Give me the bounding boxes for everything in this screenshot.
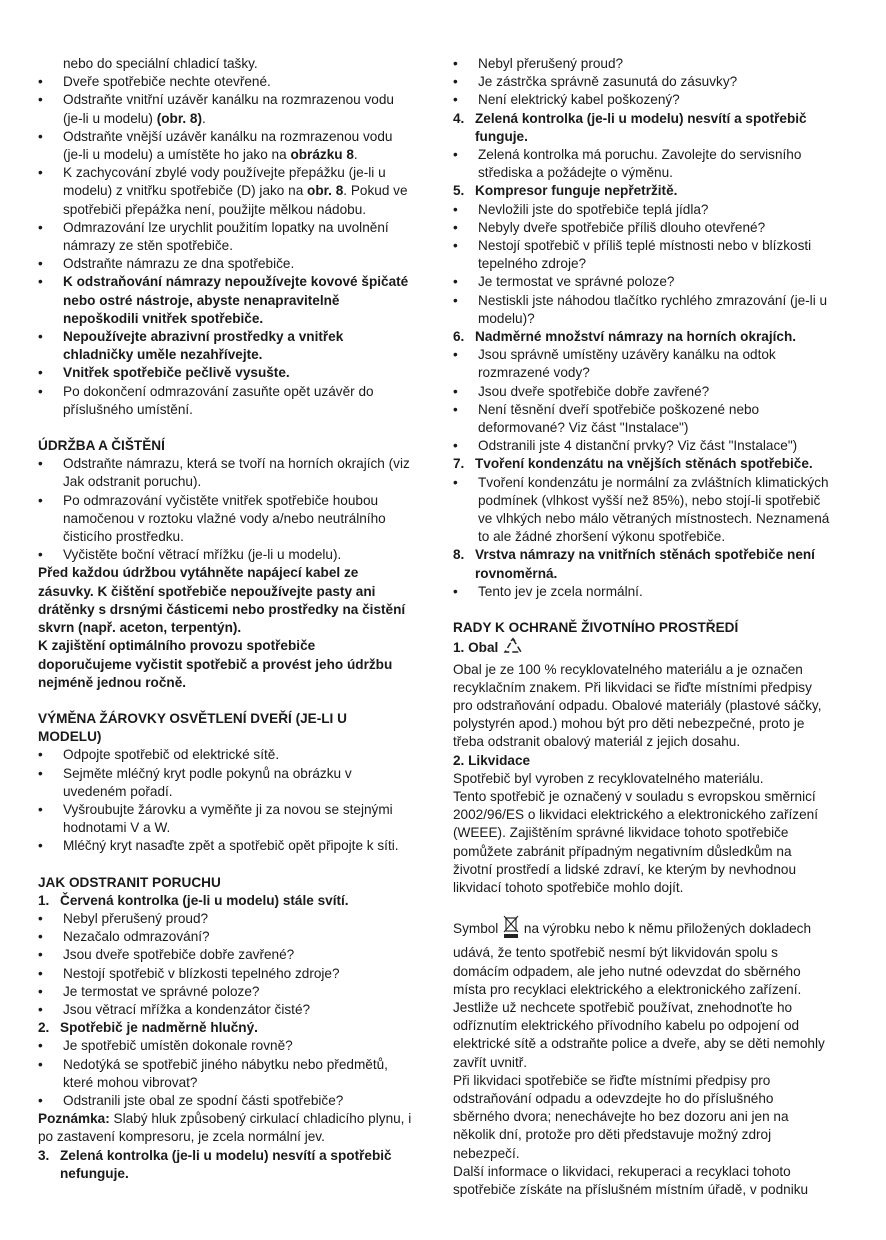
paragraph-line bbox=[453, 1072, 853, 1090]
text-run: Jsou správně umístěny uzávěry kanálku na odtok bbox=[478, 347, 776, 363]
text-line bbox=[453, 510, 853, 528]
text-run: životní prostředí a lidské zdraví, ke kterým by nevhodnou bbox=[453, 861, 797, 877]
text-line bbox=[38, 783, 440, 801]
text-run: K zachycování zbylé vody používejte přepážku (je-li u bbox=[63, 165, 386, 181]
text-run: nejméně jednou ročně. bbox=[38, 674, 187, 690]
text-run: pro odstraňování odpadu. Obalové materiály (plastové sáčky, bbox=[453, 697, 822, 713]
text-run: Zelená kontrolka (je-li u modelu) nesvítí a spotřebič bbox=[60, 1147, 392, 1163]
numbered-heading bbox=[38, 892, 440, 910]
paragraph-line bbox=[453, 637, 853, 660]
text-run: po zastavení kompresoru, je zcela normální jev. bbox=[38, 1129, 325, 1145]
bullet-item bbox=[38, 1001, 440, 1019]
text-run: třeba odstranit obalový materiál z jejich dosahu. bbox=[453, 734, 741, 750]
text-run: Vyšroubujte žárovku a vyměňte ji za novou se stejnými bbox=[63, 801, 393, 817]
item-number: 4. bbox=[453, 110, 465, 126]
bullet-item bbox=[38, 801, 440, 819]
text-run: nebo do speciální chladicí tašky. bbox=[63, 56, 258, 71]
text-run: Spotřebič je nadměrně hlučný. bbox=[60, 1020, 258, 1036]
paragraph-line bbox=[453, 1126, 853, 1144]
paragraph-line bbox=[453, 770, 853, 788]
bullet-item bbox=[453, 219, 853, 237]
text-line bbox=[453, 164, 853, 182]
text-run: K odstraňování námrazy nepoužívejte kovové špičaté bbox=[63, 274, 409, 290]
text-run: Kompresor funguje nepřetržitě. bbox=[475, 183, 678, 199]
numbered-heading-line bbox=[453, 565, 853, 583]
text-run: Vyčistěte boční větrací mřížku (je-li u modelu). bbox=[63, 547, 342, 563]
bullet-item bbox=[38, 128, 440, 146]
text-run: Jestliže už nechcete spotřebič používat, znehodnoťte ho bbox=[453, 999, 793, 1015]
text-run: modelu)? bbox=[478, 310, 535, 326]
text-run: K zajištění optimálního provozu spotřebiče bbox=[38, 638, 316, 654]
crossed-bin-icon bbox=[502, 915, 520, 944]
text-run: namočenou v roztoku vlažné vody a/nebo neutrálního bbox=[63, 510, 386, 526]
text-run: rovnoměrná. bbox=[475, 565, 558, 581]
text-run: . bbox=[202, 110, 206, 126]
text-run: nebo ostré nástroje, abyste nenapravitelně bbox=[63, 292, 340, 308]
text-run: (obr. 8) bbox=[156, 110, 203, 126]
paragraph-line bbox=[38, 656, 440, 674]
bullet-item bbox=[453, 73, 853, 91]
text-run: likvidací tohoto spotřebiče mohlo dojít. bbox=[453, 879, 684, 895]
text-line bbox=[453, 364, 853, 382]
text-run: Jsou větrací mřížka a kondenzátor čisté? bbox=[63, 1001, 311, 1017]
paragraph-line bbox=[453, 861, 853, 879]
text-run: Jak odstranit poruchu). bbox=[63, 474, 202, 490]
numbered-heading-line bbox=[38, 1165, 440, 1183]
text-run: Zelená kontrolka (je-li u modelu) nesvítí a spotřebič bbox=[475, 110, 807, 126]
paragraph-line bbox=[38, 728, 440, 746]
paragraph-line bbox=[38, 710, 440, 728]
bullet-item bbox=[453, 91, 853, 109]
text-line bbox=[38, 510, 440, 528]
text-run: Mléčný kryt nasaďte zpět a spotřebič opět připojte k síti. bbox=[63, 838, 399, 854]
text-run: zavřít uvnitř. bbox=[453, 1054, 528, 1070]
text-line bbox=[38, 310, 440, 328]
text-run: odstraňování odpadu a odevzdejte ho do příslušného bbox=[453, 1090, 774, 1106]
bullet-item bbox=[38, 91, 440, 109]
bullet-item bbox=[453, 383, 853, 401]
bullet-item bbox=[453, 201, 853, 219]
bullet-item bbox=[38, 219, 440, 237]
text-run: funguje. bbox=[475, 128, 528, 144]
text-line bbox=[38, 292, 440, 310]
bullet-item bbox=[38, 965, 440, 983]
item-number: 8. bbox=[453, 547, 465, 563]
paragraph-line bbox=[453, 661, 853, 679]
paragraph-line bbox=[453, 824, 853, 842]
bullet-item bbox=[453, 146, 853, 164]
numbered-heading-line bbox=[453, 128, 853, 146]
paragraph-line bbox=[38, 1110, 440, 1128]
numbered-heading bbox=[453, 182, 853, 200]
bullet-item bbox=[38, 1037, 440, 1055]
item-number: 1. bbox=[38, 892, 50, 908]
paragraph-line bbox=[453, 788, 853, 806]
bullet-item bbox=[38, 364, 440, 382]
text-run: Nebyl přerušený proud? bbox=[478, 56, 624, 71]
text-run: Slabý hluk způsobený cirkulací chladicího plynu, i bbox=[109, 1111, 412, 1127]
paragraph-line bbox=[38, 874, 440, 892]
text-line bbox=[38, 528, 440, 546]
numbered-heading bbox=[38, 1019, 440, 1037]
item-number: 6. bbox=[453, 329, 465, 345]
paragraph-line bbox=[453, 697, 853, 715]
text-line bbox=[453, 310, 853, 328]
text-run: Je spotřebič umístěn dokonale rovně? bbox=[63, 1038, 293, 1054]
bullet-item bbox=[38, 928, 440, 946]
text-run: domácím odpadem, ale jeho nutné odevzdat do sběrného bbox=[453, 963, 801, 979]
text-line bbox=[38, 55, 440, 73]
paragraph-line bbox=[38, 583, 440, 601]
text-run: ve vlhkých nebo málo větraných místnostech. Neznamená bbox=[478, 511, 830, 527]
bullet-item bbox=[38, 546, 440, 564]
spacer bbox=[453, 897, 853, 915]
text-line bbox=[38, 237, 440, 255]
paragraph-line bbox=[38, 637, 440, 655]
paragraph-line bbox=[453, 1181, 853, 1199]
text-line bbox=[453, 492, 853, 510]
text-line bbox=[38, 146, 440, 164]
spacer bbox=[453, 601, 853, 619]
text-run: MODELU) bbox=[38, 729, 102, 745]
numbered-heading bbox=[453, 328, 853, 346]
text-run: drátěnky s drsnými částicemi nebo prostředky na čistění bbox=[38, 601, 406, 617]
paragraph-line bbox=[38, 674, 440, 692]
numbered-heading bbox=[453, 455, 853, 473]
bullet-item bbox=[38, 492, 440, 510]
text-run: 2002/96/ES o likvidaci elektrického a elektronického zařízení bbox=[453, 807, 818, 823]
bullet-item bbox=[38, 910, 440, 928]
text-run: několik dní, protože pro děti představuje možný zdroj bbox=[453, 1127, 772, 1143]
text-run: modelu) z vnitřku spotřebiče (D) jako na bbox=[63, 183, 308, 199]
text-run: odříznutím elektrického přívodního kabelu po odpojení od bbox=[453, 1018, 800, 1034]
text-run: Nestiskli jste náhodou tlačítko rychlého zmrazování (je-li u bbox=[478, 292, 828, 308]
text-run: tepelného zdroje? bbox=[478, 256, 587, 272]
text-run: sběrného dvora; nenechávejte ho bez dozoru ani jen na bbox=[453, 1109, 789, 1125]
text-run: Nevložili jste do spotřebiče teplá jídla? bbox=[478, 201, 709, 217]
text-run: Odstraňte vnější uzávěr kanálku na rozmrazenou vodu bbox=[63, 128, 393, 144]
text-run: Nezačalo odmrazování? bbox=[63, 929, 210, 945]
text-run: Odstraňte vnitřní uzávěr kanálku na rozmrazenou vodu bbox=[63, 92, 394, 108]
text-run: Tvoření kondenzátu je normální za zvláštních klimatických bbox=[478, 474, 829, 490]
paragraph-line bbox=[38, 601, 440, 619]
text-run: příslušného umístění. bbox=[63, 401, 193, 417]
text-run: ÚDRŽBA A ČIŠTĚNÍ bbox=[38, 438, 165, 454]
text-line bbox=[38, 1074, 440, 1092]
text-run: Nebyl přerušený proud? bbox=[63, 910, 209, 926]
text-line bbox=[38, 819, 440, 837]
bullet-item bbox=[453, 583, 853, 601]
text-run: čisticího prostředku. bbox=[63, 529, 184, 545]
item-number: 7. bbox=[453, 456, 465, 472]
text-run: obrázku 8 bbox=[290, 147, 354, 163]
paragraph-line bbox=[453, 1017, 853, 1035]
text-run: Odstraňte námrazu, která se tvoří na horních okrajích (viz bbox=[63, 456, 410, 472]
bullet-item bbox=[453, 474, 853, 492]
paragraph-line bbox=[453, 733, 853, 751]
text-run: (WEEE). Zajištěním správné likvidace tohoto spotřebiče bbox=[453, 825, 789, 841]
recycle-icon bbox=[502, 637, 524, 660]
text-run: Odstranili jste 4 distanční prvky? Viz část "Instalace") bbox=[478, 438, 798, 454]
text-run: na výrobku nebo k němu přiložených dokladech bbox=[520, 921, 812, 937]
text-run: rozmrazené vody? bbox=[478, 365, 590, 381]
paragraph-line bbox=[38, 1128, 440, 1146]
text-run: Tvoření kondenzátu na vnějších stěnách spotřebiče. bbox=[475, 456, 813, 472]
paragraph-line bbox=[453, 1163, 853, 1181]
text-run: elektrické sítě a odstraňte police a dveře, aby se děti nemohly bbox=[453, 1036, 825, 1052]
text-run: hodnotami V a W. bbox=[63, 820, 171, 836]
text-run: skvrn (např. aceton, terpentýn). bbox=[38, 620, 242, 636]
bullet-item bbox=[453, 437, 853, 455]
text-run: . Pokud ve bbox=[343, 183, 408, 199]
paragraph-line bbox=[453, 843, 853, 861]
text-run: Před každou údržbou vytáhněte napájecí kabel ze bbox=[38, 565, 359, 581]
text-run: uvedeném pořadí. bbox=[63, 783, 173, 799]
text-run: nefunguje. bbox=[60, 1165, 129, 1181]
text-line bbox=[453, 255, 853, 273]
text-run: 1. Obal bbox=[453, 640, 499, 656]
item-number: 5. bbox=[453, 183, 465, 199]
paragraph-line bbox=[453, 806, 853, 824]
bullet-item bbox=[38, 837, 440, 855]
text-run: zásuvky. K čištění spotřebiče nepoužívejte pasty ani bbox=[38, 583, 376, 599]
text-run: obr. 8 bbox=[307, 183, 344, 199]
paragraph-line bbox=[453, 1035, 853, 1053]
left-column bbox=[38, 55, 440, 1183]
paragraph-line bbox=[453, 1145, 853, 1163]
text-run: Jsou dveře spotřebiče dobře zavřené? bbox=[63, 947, 295, 963]
text-run: Nadměrné množství námrazy na horních okrajích. bbox=[475, 329, 797, 345]
text-run: Po odmrazování vyčistěte vnitřek spotřebiče houbou bbox=[63, 492, 379, 508]
text-run: Odmrazování lze urychlit použitím lopatky na uvolnění bbox=[63, 219, 389, 235]
text-run: recyklačním znakem. Při likvidaci se řiďte místními předpisy bbox=[453, 679, 812, 695]
text-run: (je-li u modelu) a umístěte ho jako na bbox=[63, 147, 291, 163]
numbered-heading bbox=[38, 1147, 440, 1165]
text-run: spotřebiči přepážka není, použijte mělkou nádobu. bbox=[63, 201, 367, 217]
bullet-item bbox=[38, 983, 440, 1001]
text-run: nebezpečí. bbox=[453, 1145, 520, 1161]
bullet-item bbox=[38, 765, 440, 783]
spacer bbox=[38, 419, 440, 437]
text-run: které mohou vibrovat? bbox=[63, 1074, 198, 1090]
right-column bbox=[453, 55, 853, 1199]
text-run: Zelená kontrolka má poruchu. Zavolejte do servisního bbox=[478, 147, 802, 163]
text-run: Nepoužívejte abrazivní prostředky a vnitřek bbox=[63, 329, 344, 345]
text-run: Není těsnění dveří spotřebiče poškozené nebo bbox=[478, 401, 760, 417]
bullet-item bbox=[453, 346, 853, 364]
bullet-item bbox=[453, 401, 853, 419]
bullet-item bbox=[38, 273, 440, 291]
text-run: Není elektrický kabel poškozený? bbox=[478, 92, 680, 108]
text-run: deformované? Viz část "Instalace") bbox=[478, 420, 689, 436]
text-run: Je zástrčka správně zasunutá do zásuvky? bbox=[478, 74, 738, 90]
paragraph-line bbox=[453, 1090, 853, 1108]
text-run: Odpojte spotřebič od elektrické sítě. bbox=[63, 747, 280, 763]
spacer bbox=[38, 856, 440, 874]
item-number: 3. bbox=[38, 1147, 50, 1163]
text-run: doporučujeme vyčistit spotřebič a provést jeho údržbu bbox=[38, 656, 393, 672]
text-run: to ale žádné zhoršení výkonu spotřebiče. bbox=[478, 529, 726, 545]
paragraph-line bbox=[453, 619, 853, 637]
spacer bbox=[38, 692, 440, 710]
bullet-item bbox=[38, 73, 440, 91]
bullet-item bbox=[38, 255, 440, 273]
paragraph-line bbox=[453, 715, 853, 733]
text-run: (je-li u modelu) bbox=[63, 110, 157, 126]
text-run: Sejměte mléčný kryt podle pokynů na obrázku v bbox=[63, 765, 352, 781]
paragraph-line bbox=[453, 679, 853, 697]
paragraph-line bbox=[453, 1108, 853, 1126]
bullet-item bbox=[453, 273, 853, 291]
text-run: Červená kontrolka (je-li u modelu) stále svítí. bbox=[60, 892, 349, 908]
text-run: Nestojí spotřebič v blízkosti tepelného zdroje? bbox=[63, 965, 340, 981]
paragraph-line bbox=[453, 752, 853, 770]
text-run: Symbol bbox=[453, 921, 503, 937]
text-run: Obal je ze 100 % recyklovatelného materiálu a je označen bbox=[453, 661, 803, 677]
text-run: Vnitřek spotřebiče pečlivě vysušte. bbox=[63, 365, 290, 381]
text-line bbox=[453, 419, 853, 437]
text-run: . bbox=[353, 147, 358, 163]
text-run: polystyrén apod.) mohou být pro děti nebezpečné, proto je bbox=[453, 716, 805, 732]
text-run: Po dokončení odmrazování zasuňte opět uzávěr do bbox=[63, 383, 374, 399]
bullet-item bbox=[453, 292, 853, 310]
bullet-item bbox=[453, 237, 853, 255]
text-run: nepoškodili vnitřek spotřebiče. bbox=[63, 310, 264, 326]
text-line bbox=[38, 346, 440, 364]
bullet-item bbox=[38, 383, 440, 401]
bullet-item bbox=[38, 946, 440, 964]
text-run: střediska a požádejte o výměnu. bbox=[478, 165, 673, 181]
paragraph-line bbox=[453, 1054, 853, 1072]
text-run: Nedotýká se spotřebič jiného nábytku nebo předmětů, bbox=[63, 1056, 388, 1072]
text-run: místa pro recyklaci elektrického a elektronického zařízení. bbox=[453, 981, 802, 997]
text-line bbox=[38, 110, 440, 128]
text-run: Dveře spotřebiče nechte otevřené. bbox=[63, 74, 271, 90]
paragraph-line bbox=[38, 619, 440, 637]
paragraph-line bbox=[38, 437, 440, 455]
paragraph-line bbox=[453, 963, 853, 981]
item-number: 2. bbox=[38, 1020, 50, 1036]
bullet-item bbox=[38, 746, 440, 764]
text-run: pomůžete zabránit případným negativním důsledkům na bbox=[453, 843, 792, 859]
text-line bbox=[38, 182, 440, 200]
paragraph-line bbox=[453, 879, 853, 897]
text-run: udává, že tento spotřebič nesmí být likvidován spolu s bbox=[453, 945, 778, 961]
text-run: Vrstva námrazy na vnitřních stěnách spotřebiče není bbox=[475, 547, 815, 563]
text-line bbox=[38, 473, 440, 491]
text-run: Je termostat ve správné poloze? bbox=[478, 274, 675, 290]
numbered-heading bbox=[453, 546, 853, 564]
paragraph-line bbox=[453, 999, 853, 1017]
bullet-item bbox=[38, 328, 440, 346]
text-run: Odstraňte námrazu ze dna spotřebiče. bbox=[63, 256, 295, 272]
text-run: Další informace o likvidaci, rekuperaci a recyklaci tohoto bbox=[453, 1163, 791, 1179]
bullet-item bbox=[38, 164, 440, 182]
text-run: Odstranili jste obal ze spodní části spotřebiče? bbox=[63, 1092, 344, 1108]
numbered-heading bbox=[453, 110, 853, 128]
bullet-item bbox=[453, 55, 853, 73]
paragraph-line bbox=[453, 981, 853, 999]
text-run: Při likvidaci spotřebiče se řiďte místními předpisy pro bbox=[453, 1072, 771, 1088]
bullet-item bbox=[38, 1092, 440, 1110]
text-run: Tento spotřebič je označený v souladu s evropskou směrnicí bbox=[453, 788, 816, 804]
text-run: podmínek (vlhkost vyšší než 85%), nebo stojí-li spotřebič bbox=[478, 492, 821, 508]
bullet-item bbox=[38, 1056, 440, 1074]
text-run: Jsou dveře spotřebiče dobře zavřené? bbox=[478, 383, 710, 399]
text-run: Nestojí spotřebič v příliš teplé místnosti nebo v blízkosti bbox=[478, 238, 812, 254]
paragraph-line bbox=[38, 564, 440, 582]
text-line bbox=[38, 401, 440, 419]
paragraph-line bbox=[453, 915, 853, 944]
text-run: Spotřebič byl vyroben z recyklovatelného materiálu. bbox=[453, 770, 764, 786]
text-line bbox=[38, 201, 440, 219]
bullet-item bbox=[38, 455, 440, 473]
paragraph-line bbox=[453, 944, 853, 962]
text-line bbox=[453, 528, 853, 546]
text-run: Je termostat ve správné poloze? bbox=[63, 983, 260, 999]
text-run: RADY K OCHRANĚ ŽIVOTNÍHO PROSTŘEDÍ bbox=[453, 620, 739, 636]
text-run: Tento jev je zcela normální. bbox=[478, 583, 643, 599]
text-run: VÝMĚNA ŽÁROVKY OSVĚTLENÍ DVEŘÍ (JE-LI U bbox=[38, 710, 347, 726]
text-run: 2. Likvidace bbox=[453, 752, 531, 768]
text-run: Poznámka: bbox=[38, 1111, 110, 1127]
text-run: námrazy ze stěn spotřebiče. bbox=[63, 238, 234, 254]
text-run: Nebyly dveře spotřebiče příliš dlouho otevřené? bbox=[478, 219, 766, 235]
text-run: chladničky uměle nezahřívejte. bbox=[63, 347, 263, 363]
text-run: spotřebiče získáte na příslušném místním úřadě, v podniku bbox=[453, 1181, 809, 1197]
text-run: JAK ODSTRANIT PORUCHU bbox=[38, 874, 221, 890]
